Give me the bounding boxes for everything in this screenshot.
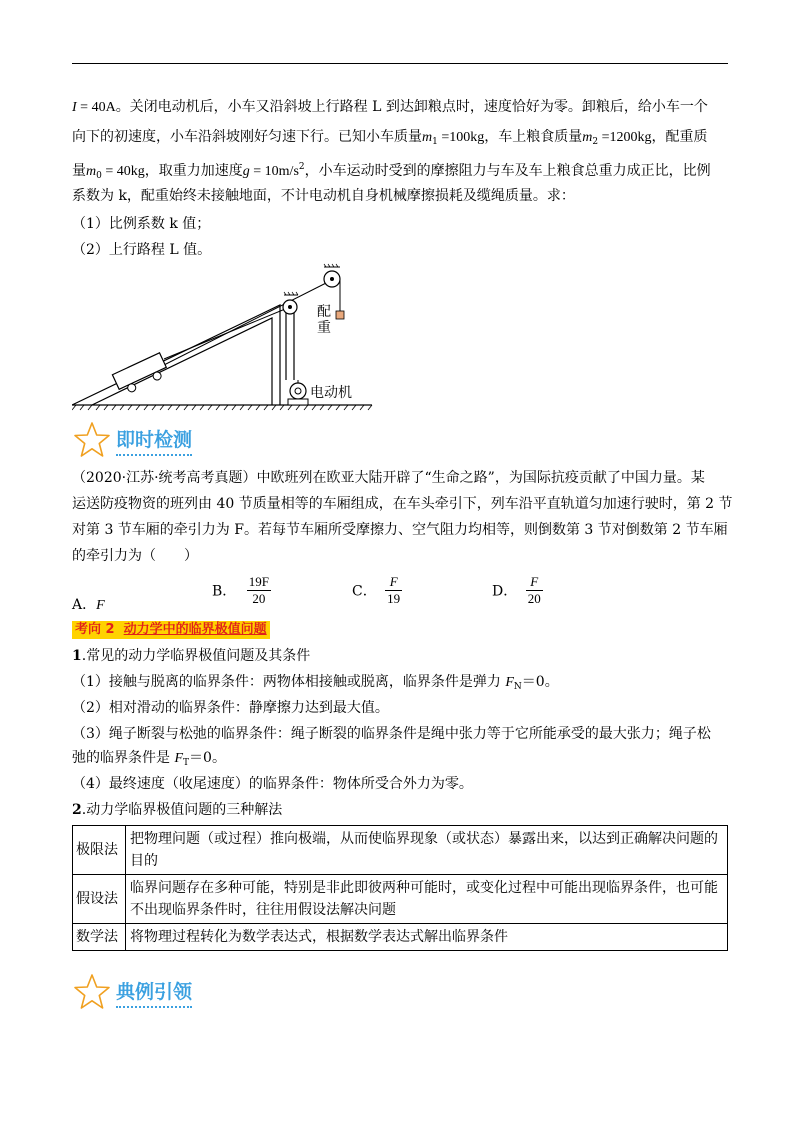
- method-desc: 将物理过程转化为数学表达式，根据数学表达式解出临界条件: [126, 924, 728, 951]
- exam-line-4: 的牵引力为（ ）: [72, 548, 198, 564]
- option-b-fraction: $\frac{19F}{20}$: [248, 574, 269, 606]
- section-check-title: 即时检测: [116, 425, 192, 456]
- header-rule: [72, 63, 728, 64]
- option-a[interactable]: A．F: [72, 597, 105, 613]
- option-d-fraction: $\frac{F}{20}$: [527, 574, 541, 606]
- option-b[interactable]: B． $\frac{19F}{20}$: [212, 574, 269, 606]
- methods-table: [72, 825, 728, 951]
- topic2-tag: 考向 2 动力学中的临界极值问题: [72, 621, 270, 639]
- exam-line-3: 对第 3 节车厢的牵引力为 F。若每节车厢所受摩擦力、空气阻力均相等，则倒数第 3 节对倒数第 2 节车厢: [72, 522, 728, 538]
- condition-3: （3）绳子断裂与松弛的临界条件：绳子断裂的临界条件是绳中张力等于它所能承受的最大张力；绳子松: [72, 726, 711, 742]
- method-desc: 临界问题存在多种可能，特别是非此即彼两种可能时，或变化过程中可能出现临界条件，也可能不出现临界条件时，往往用假设法解决问题: [126, 875, 728, 924]
- topic2-heading-1: 1.常见的动力学临界极值问题及其条件: [72, 648, 311, 664]
- star-icon: [72, 420, 112, 460]
- problem-line-4: 系数为 k，配重始终未接触地面，不计电动机自身机械摩擦损耗及缆绳质量。求：: [72, 188, 575, 204]
- exam-line-2: 运送防疫物资的班列由 40 节质量相等的车厢组成，在车头牵引下，列车沿平直轨道匀加速行驶时，第 2 节: [72, 496, 733, 512]
- problem-line-1: I = 40A。关闭电动机后，小车又沿斜坡上行路程 L 到达卸粮点时，速度恰好为零。卸粮后，给小车一个: [72, 99, 708, 115]
- problem-line-2: 向下的初速度，小车沿斜坡刚好匀速下行。已知小车质量$m_1 =100kg$，车上粮食质量$m_2 =1200kg$，配重质: [72, 129, 708, 147]
- exam-line-1: （2020·江苏·统考高考真题）中欧班列在欧亚大陆开辟了“生命之路”，为国际抗疫贡献了中国力量。某: [72, 470, 705, 486]
- method-name: 极限法: [73, 826, 126, 875]
- motor-label: 电动机: [310, 385, 352, 401]
- section-example-header: [72, 972, 192, 1012]
- problem-line-3: 量$m_0 = 40kg$，取重力加速度$g = 10m/s^2$，小车运动时受到的摩擦阻力与车及车上粮食总重力成正比，比例: [72, 162, 711, 181]
- section-example-title: 典例引领: [116, 977, 192, 1008]
- method-name: 假设法: [73, 875, 126, 924]
- option-d[interactable]: D． $\frac{F}{20}$: [492, 574, 541, 606]
- method-name: 数学法: [73, 924, 126, 951]
- question-1: （1）比例系数 k 值；: [72, 216, 211, 232]
- condition-1: （1）接触与脱离的临界条件：两物体相接触或脱离，临界条件是弹力 $F_N=0$。: [72, 674, 559, 692]
- method-desc: 把物理问题（或过程）推向极端，从而使临界现象（或状态）暴露出来，以达到正确解决问题的目的: [126, 826, 728, 875]
- question-2: （2）上行路程 L 值。: [72, 242, 212, 258]
- option-c-fraction: $\frac{F}{19}$: [387, 574, 401, 606]
- table-row: [73, 924, 728, 951]
- star-icon: [72, 972, 112, 1012]
- incline-diagram-svg: [72, 262, 432, 412]
- table-row: [73, 875, 728, 924]
- incline-diagram: [72, 262, 432, 412]
- topic2-heading-2: 2.动力学临界极值问题的三种解法: [72, 802, 283, 818]
- table-row: [73, 826, 728, 875]
- counterweight-label: 配 重: [317, 304, 331, 336]
- condition-4: （4）最终速度（收尾速度）的临界条件：物体所受合外力为零。: [72, 776, 473, 792]
- option-c[interactable]: C． $\frac{F}{19}$: [352, 574, 401, 606]
- section-check-header: [72, 420, 192, 460]
- condition-2: （2）相对滑动的临界条件：静摩擦力达到最大值。: [72, 700, 389, 716]
- condition-3-cont: 弛的临界条件是 $F_T=0$。: [72, 750, 226, 768]
